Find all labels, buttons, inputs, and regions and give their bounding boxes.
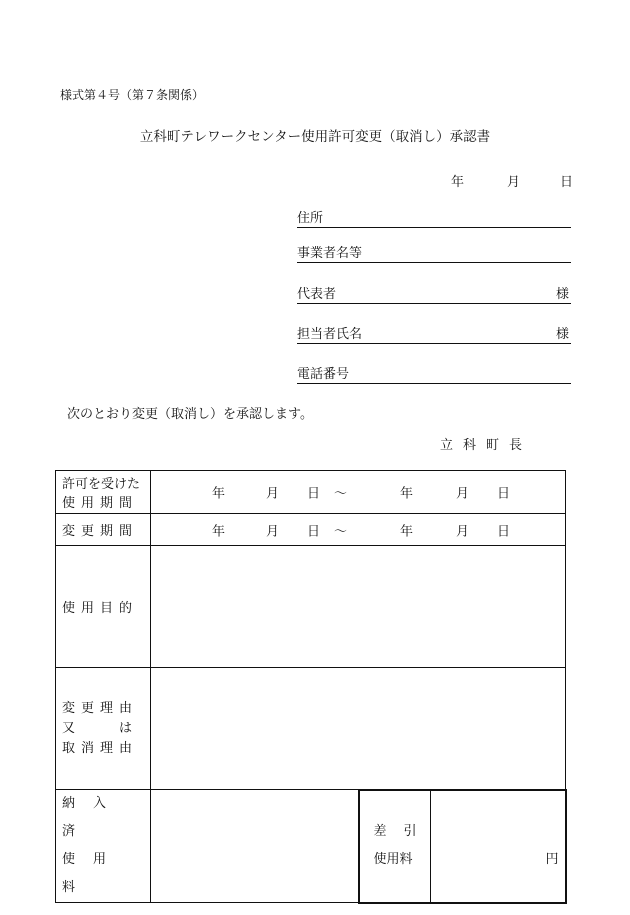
day-label: 日 bbox=[560, 175, 574, 190]
permitted-period-row bbox=[56, 471, 566, 514]
permitted-period-value[interactable]: 年 月 日 ～ 年 月 日 bbox=[151, 471, 566, 514]
approval-statement: 次のとおり変更（取消し）を承認します。 bbox=[67, 407, 313, 422]
difference-fee-label: 差 引 使用料 bbox=[359, 790, 431, 903]
fee-row bbox=[56, 790, 566, 903]
address-field[interactable] bbox=[297, 207, 571, 228]
phone-field[interactable] bbox=[297, 363, 571, 384]
paid-fee-label: 納入済 使用料 bbox=[56, 790, 151, 903]
reason-row bbox=[56, 668, 566, 790]
change-period-label: 変更期間 bbox=[56, 514, 151, 546]
month-label: 月 bbox=[507, 175, 521, 190]
yen-unit: 円 bbox=[545, 852, 559, 867]
difference-fee-value[interactable] bbox=[431, 790, 566, 903]
business-name-field[interactable] bbox=[297, 242, 571, 263]
document-title: 立科町テレワークセンター使用許可変更（取消し）承認書 bbox=[139, 129, 491, 145]
contact-person-label: 担当者氏名 bbox=[297, 327, 363, 342]
change-period-row bbox=[56, 514, 566, 546]
contact-person-honorific: 様 bbox=[555, 327, 569, 342]
representative-honorific: 様 bbox=[555, 287, 569, 302]
business-name-label: 事業者名等 bbox=[297, 246, 363, 261]
purpose-value[interactable] bbox=[151, 546, 566, 668]
purpose-label: 使用目的 bbox=[56, 546, 151, 668]
year-label: 年 bbox=[451, 175, 465, 190]
issuer-name: 立科町長 bbox=[440, 438, 533, 453]
representative-label: 代表者 bbox=[297, 287, 337, 302]
reason-value[interactable] bbox=[151, 668, 566, 790]
form-number: 様式第４号（第７条関係） bbox=[60, 88, 205, 102]
contact-person-field[interactable] bbox=[297, 323, 571, 344]
reason-label: 変更理由 又 は 取消理由 bbox=[56, 668, 151, 790]
phone-label: 電話番号 bbox=[297, 367, 350, 382]
purpose-row bbox=[56, 546, 566, 668]
representative-field[interactable] bbox=[297, 283, 571, 304]
change-period-value[interactable]: 年 月 日 ～ 年 月 日 bbox=[151, 514, 566, 546]
paid-fee-value[interactable] bbox=[151, 790, 359, 903]
address-label: 住所 bbox=[297, 211, 324, 226]
permitted-period-label: 許可を受けた 使用期間 bbox=[56, 471, 151, 514]
details-table bbox=[55, 470, 567, 904]
